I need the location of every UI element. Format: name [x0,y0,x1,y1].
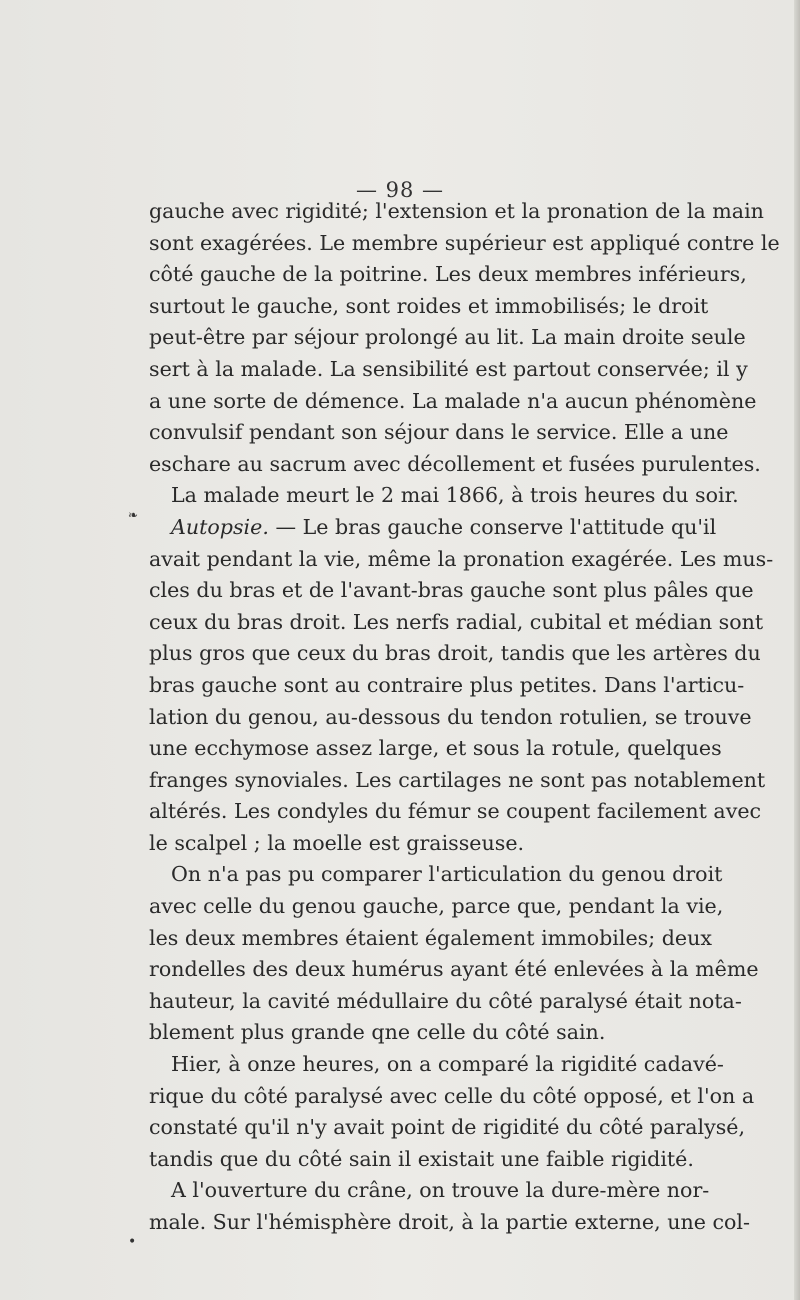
text-line: sert à la malade. La sensibilité est partout conservée; il y [149,356,748,381]
text-line: les deux membres étaient également immobiles; deux [149,925,712,950]
text-line: Hier, à onze heures, on a comparé la rigidité cadavé- [171,1052,724,1077]
text-line: tandis que du côté sain il existait une faible rigidité. [149,1146,694,1171]
page-number-header: — 98 — [355,178,445,202]
text-line: une ecchymose assez large, et sous la rotule, quelques [149,736,722,761]
text-line: franges synoviales. Les cartilages ne sont pas notablement [149,767,766,792]
body-text [149,196,780,1239]
margin-mark: ❧ [128,508,139,522]
text-line: male. Sur l'hémisphère droit, à la partie externe, une col- [149,1210,750,1234]
text-line: côté gauche de la poitrine. Les deux membres inférieurs, [149,262,747,287]
text-line: On n'a pas pu comparer l'articulation du genou droit [171,862,723,887]
text-line: ceux du bras droit. Les nerfs radial, cubital et médian sont [149,609,764,634]
text-line: La malade meurt le 2 mai 1866, à trois heures du soir. [171,483,739,508]
text-line: A l'ouverture du crâne, on trouve la dure-mère nor- [171,1178,710,1203]
autopsy-label: Autopsie. [171,514,269,539]
text-line: bras gauche sont au contraire plus petites. Dans l'articu- [149,672,745,697]
text-line: altérés. Les condyles du fémur se coupent facilement avec [149,799,762,824]
text-line: eschare au sacrum avec décollement et fusées purulentes. [149,451,761,476]
text-line: cles du bras et de l'avant-bras gauche sont plus pâles que [149,578,754,603]
text-line: le scalpel ; la moelle est graisseuse. [149,830,525,855]
text-line: convulsif pendant son séjour dans le service. Elle a une [149,420,729,445]
text-line: plus gros que ceux du bras droit, tandis que les artères du [149,641,761,666]
text-line: rique du côté paralysé avec celle du côté opposé, et l'on a [149,1083,755,1108]
text-line: avait pendant la vie, même la pronation exagérée. Les mus- [149,546,774,571]
text-line: surtout le gauche, sont roides et immobilisés; le droit [149,293,709,318]
text-line: a une sorte de démence. La malade n'a aucun phénomène [149,388,757,413]
text-line: avec celle du genou gauche, parce que, pendant la vie, [149,894,724,919]
text-line: hauteur, la cavité médullaire du côté paralysé était nota- [149,988,742,1013]
text-line: lation du genou, au-dessous du tendon rotulien, se trouve [149,704,752,729]
autopsy-line-text: — Le bras gauche conserve l'attitude qu'il [275,514,717,539]
text-line: constaté qu'il n'y avait point de rigidité du côté paralysé, [149,1115,746,1140]
text-line: sont exagérées. Le membre supérieur est appliqué contre le [149,230,780,255]
text-line: peut-être par séjour prolongé au lit. La main droite seule [149,325,746,350]
text-line: rondelles des deux humérus ayant été enlevées à la même [149,957,759,982]
text-line: gauche avec rigidité; l'extension et la pronation de la main [149,199,764,223]
autopsy-line [149,512,717,544]
margin-dot: • [128,1234,137,1250]
text-line: blement plus grande qne celle du côté sain. [149,1020,606,1045]
